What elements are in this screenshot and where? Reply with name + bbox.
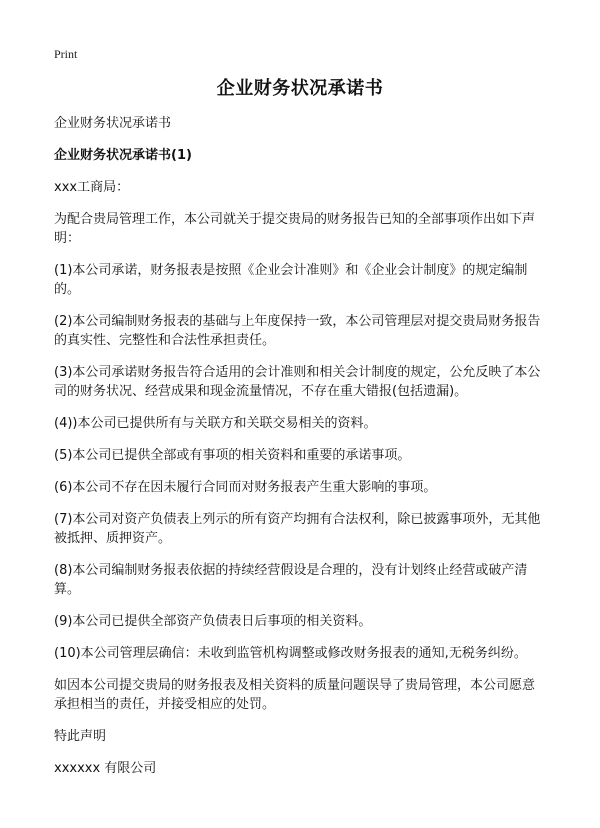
addressee: xxx工商局：: [54, 180, 130, 195]
intro-paragraph: 为配合贵局管理工作，本公司就关于提交贵局的财务报告已知的全部事项作出如下声明：: [54, 212, 536, 246]
statement-item-6: (6)本公司不存在因未履行合同而对财务报表产生重大影响的事项。: [54, 480, 437, 495]
statement-item-2: (2)本公司编制财务报表的基础与上年度保持一致，本公司管理层对提交贵局财务报告的真实性、完整性和合法性承担责任。: [54, 314, 541, 348]
statement-item-9: (9)本公司已提供全部资产负债表日后事项的相关资料。: [54, 614, 372, 629]
print-link[interactable]: Print: [54, 47, 78, 61]
document-subtitle: 企业财务状况承诺书: [54, 116, 172, 131]
section-title: 企业财务状况承诺书(1): [54, 148, 192, 163]
statement-item-4: (4))本公司已提供所有与关联方和关联交易相关的资料。: [54, 416, 377, 431]
statement-item-10: (10)本公司管理层确信：未收到监管机构调整或修改财务报表的通知,无税务纠纷。: [54, 646, 527, 661]
statement-item-8: (8)本公司编制财务报表依据的持续经营假设是合理的，没有计划终止经营或破产清算。: [54, 563, 528, 597]
signature: xxxxxx 有限公司: [54, 761, 157, 776]
document-title: 企业财务状况承诺书: [216, 78, 384, 99]
statement-item-3: (3)本公司承诺财务报告符合适用的会计准则和相关会计制度的规定，公允反映了本公司的财务状况、经营成果和现金流量情况，不存在重大错报(包括遗漏)。: [54, 365, 541, 399]
statement-item-5: (5)本公司已提供全部或有事项的相关资料和重要的承诺事项。: [54, 448, 411, 463]
declaration: 特此声明: [54, 729, 107, 744]
statement-item-1: (1)本公司承诺，财务报表是按照《企业会计准则》和《企业会计制度》的规定编制的。: [54, 263, 528, 297]
statement-item-7: (7)本公司对资产负债表上列示的所有资产均拥有合法权利，除已披露事项外，无其他被抵押、质押资产。: [54, 512, 541, 546]
closing-paragraph: 如因本公司提交贵局的财务报表及相关资料的质量问题误导了贵局管理，本公司愿意承担相当的责任，并接受相应的处罚。: [54, 678, 536, 712]
